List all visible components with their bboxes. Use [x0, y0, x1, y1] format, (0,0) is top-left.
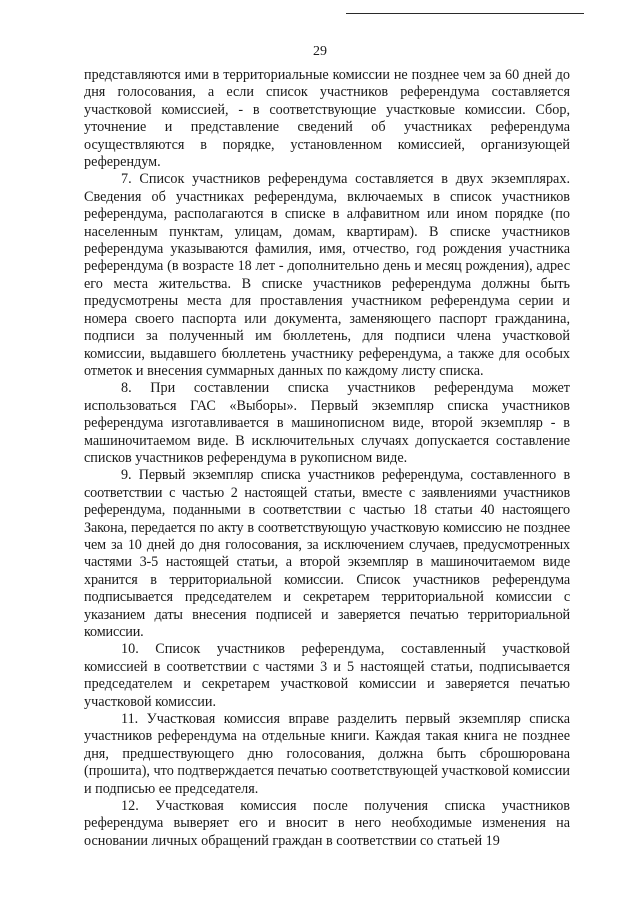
- paragraph-12: 12. Участковая комиссия после получения списка участников референдума выверяет его и вносит в него необходимые изменения на основании личных обращений граждан в соответствии со статьей 19: [84, 798, 570, 849]
- paragraph-continuation: представляются ими в территориальные комиссии не позднее чем за 60 дней до дня голосования, а если список участников референдума составляется участковой комиссией, - в соответствующие участковые комиссии. Сбор, уточнение и представление сведений об участниках референдума осуществляются в порядке, установленном комиссией, организующей референдум.: [84, 67, 570, 171]
- paragraph-10: 10. Список участников референдума, составленный участковой комиссией в соответствии с частями 3 и 5 настоящей статьи, подписывается председателем и секретарем участковой комиссии и заверяется печатью участковой комиссии.: [84, 641, 570, 710]
- page-number: 29: [313, 44, 327, 59]
- document-body: [84, 67, 570, 850]
- paragraph-9: 9. Первый экземпляр списка участников референдума, составленного в соответствии с частью 2 настоящей статьи, вместе с заявлениями участников референдума, поданными в соответствии с частью 18 статьи 40 настоящего Закона, передается по акту в соответствующую участковую комиссию не позднее чем за 10 дней до дня голосования, за исключением случаев, предусмотренных частями 3-5 настоящей статьи, а второй экземпляр в машиночитаемом виде хранится в территориальной комиссии. Список участников референдума подписывается председателем и секретарем территориальной комиссии с указанием даты внесения подписей и заверяется печатью территориальной комиссии.: [84, 467, 570, 640]
- header-rule: [346, 13, 584, 14]
- paragraph-8: 8. При составлении списка участников референдума может использоваться ГАС «Выборы». Первый экземпляр списка участников референдума изготавливается в машинописном виде, второй экземпляр - в машиночитаемом виде. В исключительных случаях допускается составление списков участников референдума в рукописном виде.: [84, 380, 570, 466]
- paragraph-11: 11. Участковая комиссия вправе разделить первый экземпляр списка участников референдума на отдельные книги. Каждая такая книга не позднее дня, предшествующего дню голосования, должна быть сброшюрована (прошита), что подтверждается печатью соответствующей участковой комиссии и подписью ее председателя.: [84, 711, 570, 797]
- paragraph-7: 7. Список участников референдума составляется в двух экземплярах. Сведения об участниках референдума, включаемых в список участников референдума, располагаются в списке в алфавитном или ином порядке (по населенным пунктам, улицам, домам, квартирам). В списке участников референдума указываются фамилия, имя, отчество, год рождения участника референдума (в возрасте 18 лет - дополнительно день и месяц рождения), адрес его места жительства. В списке участников референдума должны быть предусмотрены места для проставления участником референдума серии и номера своего паспорта или документа, заменяющего паспорт гражданина, подписи за полученный им бюллетень, для подписи члена участковой комиссии, выдавшего бюллетень участнику референдума, а также для особых отметок и внесения суммарных данных по каждому листу списка.: [84, 171, 570, 379]
